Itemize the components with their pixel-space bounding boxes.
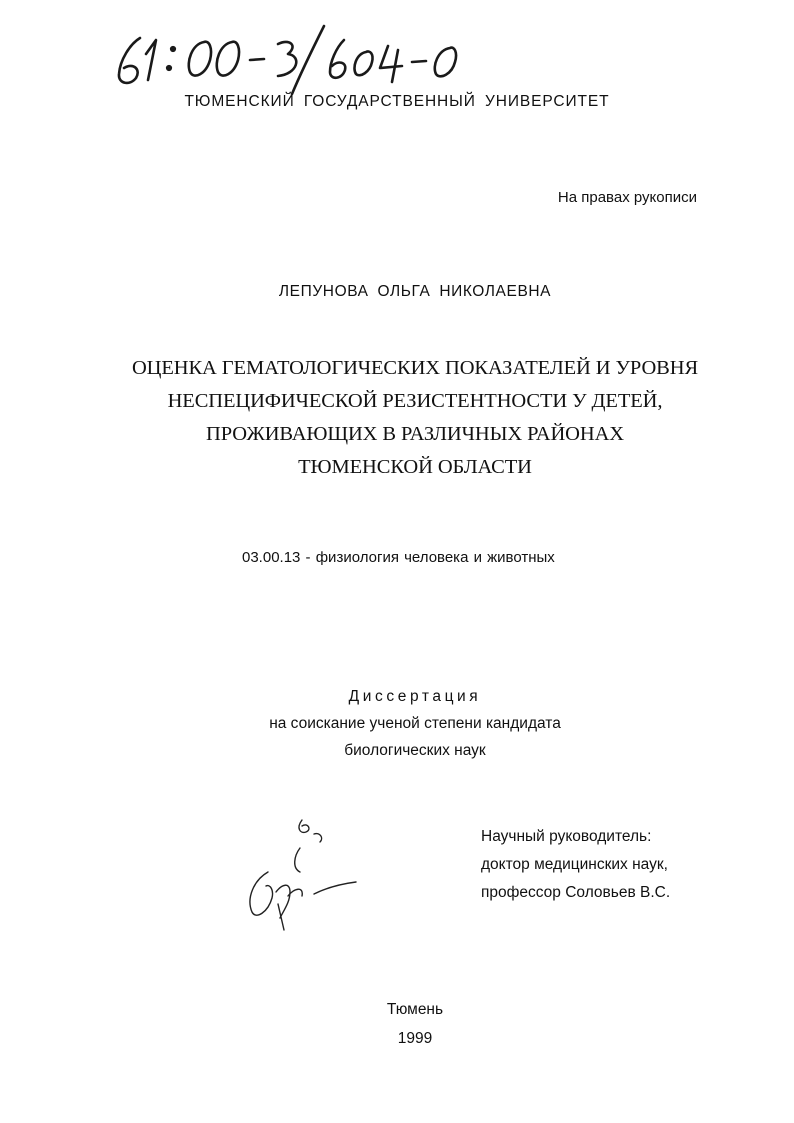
handwritten-archive-code [112, 18, 472, 98]
advisor-name: профессор Соловьев В.С. [481, 884, 671, 901]
year: 1999 [397, 1030, 433, 1047]
title-line: ПРОЖИВАЮЩИХ В РАЗЛИЧНЫХ РАЙОНАХ [206, 423, 624, 445]
advisor-degree: доктор медицинских наук, [481, 856, 668, 873]
specialty-code: 03.00.13 - физиология человека и животных [242, 549, 555, 566]
title-line: ОЦЕНКА ГЕМАТОЛОГИЧЕСКИХ ПОКАЗАТЕЛЕЙ И УРОВНЯ [131, 357, 699, 379]
manuscript-rights-note: На правах рукописи [557, 189, 697, 206]
degree-field: биологических наук [344, 742, 486, 759]
place-and-year [0, 995, 794, 1053]
dissertation-type-block [0, 683, 794, 764]
degree-line: на соискание ученой степени кандидата [269, 715, 561, 732]
advisor-label: Научный руководитель: [481, 828, 652, 845]
title-line: НЕСПЕЦИФИЧЕСКОЙ РЕЗИСТЕНТНОСТИ У ДЕТЕЙ, [167, 390, 663, 412]
dissertation-title [0, 352, 794, 484]
author-name: ЛЕПУНОВА ОЛЬГА НИКОЛАЕВНА [278, 283, 552, 300]
dissertation-type: Диссертация [348, 688, 482, 705]
city: Тюмень [386, 1001, 444, 1018]
handwritten-signature [230, 812, 360, 940]
university-name: ТЮМЕНСКИЙ ГОСУДАРСТВЕННЫЙ УНИВЕРСИТЕТ [184, 93, 610, 110]
title-line: ТЮМЕНСКОЙ ОБЛАСТИ [298, 456, 532, 478]
scientific-advisor [481, 823, 670, 907]
